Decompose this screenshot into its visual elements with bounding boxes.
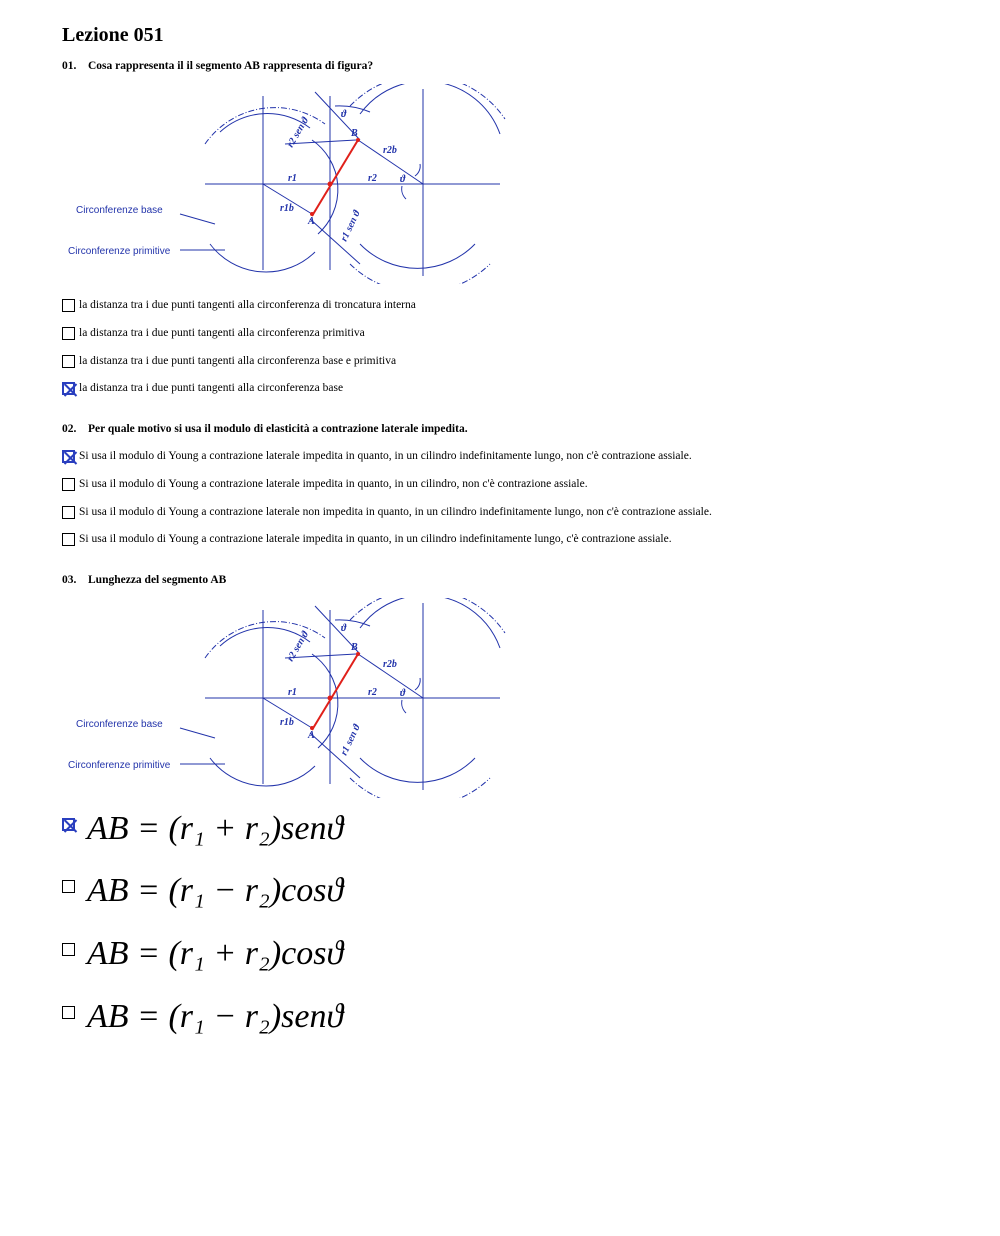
label-r1-sen-theta: r1 sen ϑ: [338, 208, 363, 244]
checkbox[interactable]: [62, 327, 75, 340]
option-text: la distanza tra i due punti tangenti alla circonferenza primitiva: [79, 327, 365, 339]
label-theta-right: ϑ: [400, 688, 406, 699]
question-3-option-1[interactable]: [62, 812, 462, 862]
label-point-b: B: [351, 128, 358, 139]
checkbox[interactable]: [62, 478, 75, 491]
label-circonferenze-base: Circonferenze base: [76, 205, 163, 216]
label-r1b: r1b: [280, 203, 294, 214]
checkbox[interactable]: [62, 880, 75, 893]
question-2-title: [62, 423, 468, 435]
question-2-option-2[interactable]: [62, 476, 588, 492]
checkbox-checked[interactable]: [62, 450, 75, 463]
question-1-option-3[interactable]: [62, 353, 396, 369]
checkbox-checked[interactable]: [62, 382, 75, 395]
label-theta-top: ϑ: [341, 623, 347, 634]
checkbox[interactable]: [62, 506, 75, 519]
question-number: 02.: [62, 423, 77, 435]
label-r1b: r1b: [280, 717, 294, 728]
formula: AB = (r₁ − r₂)cosϑ: [87, 872, 344, 909]
label-r1: r1: [288, 687, 297, 698]
option-text: la distanza tra i due punti tangenti alla circonferenza di troncatura interna: [79, 299, 416, 311]
label-r2b: r2b: [383, 659, 397, 670]
checkbox[interactable]: [62, 533, 75, 546]
gear-geometry-figure-1: [60, 84, 510, 284]
question-3-option-2[interactable]: [62, 874, 462, 924]
checkbox[interactable]: [62, 1006, 75, 1019]
question-3-title: [62, 574, 226, 586]
question-3-option-3[interactable]: [62, 937, 462, 987]
option-text: la distanza tra i due punti tangenti alla circonferenza base: [79, 382, 344, 394]
gear-geometry-figure-2: [60, 598, 510, 798]
label-theta-top: ϑ: [341, 109, 347, 120]
label-r2-sen-theta: r2 sen ϑ: [285, 115, 312, 150]
label-circonferenze-primitive: Circonferenze primitive: [68, 246, 171, 257]
option-text: la distanza tra i due punti tangenti alla circonferenza base e primitiva: [79, 355, 397, 367]
option-text: Si usa il modulo di Young a contrazione laterale impedita in quanto, in un cilindro, non c'è contrazione assiale.: [79, 478, 588, 490]
question-text: Per quale motivo si usa il modulo di elasticità a contrazione laterale impedita.: [88, 423, 468, 435]
label-r2: r2: [368, 173, 377, 184]
question-1-option-1[interactable]: [62, 297, 416, 313]
question-2-option-4[interactable]: [62, 531, 672, 547]
label-r1-sen-theta: r1 sen ϑ: [338, 722, 363, 758]
question-1-option-2[interactable]: [62, 325, 365, 341]
label-circonferenze-base: Circonferenze base: [76, 719, 163, 730]
checkbox[interactable]: [62, 355, 75, 368]
checkbox-checked[interactable]: [62, 818, 75, 831]
question-text: Cosa rappresenta il il segmento AB rappresenta di figura?: [88, 60, 374, 72]
question-2-option-3[interactable]: [62, 504, 712, 520]
question-number: 01.: [62, 60, 77, 72]
label-theta-right: ϑ: [400, 174, 406, 185]
label-r1: r1: [288, 173, 297, 184]
formula: AB = (r₁ + r₂)cosϑ: [87, 935, 344, 972]
option-text: Si usa il modulo di Young a contrazione laterale impedita in quanto, in un cilindro indefinitamente lungo, non c'è contrazione assiale.: [79, 450, 692, 462]
label-r2: r2: [368, 687, 377, 698]
label-point-b: B: [351, 642, 358, 653]
option-text: Si usa il modulo di Young a contrazione laterale impedita in quanto, in un cilindro indefinitamente lungo, c'è contrazione assiale.: [79, 533, 672, 545]
question-text: Lunghezza del segmento AB: [88, 574, 227, 586]
question-number: 03.: [62, 574, 77, 586]
page-title: Lezione 051: [62, 24, 164, 46]
option-text: Si usa il modulo di Young a contrazione laterale non impedita in quanto, in un cilindro indefinitamente lungo, non c'è contrazione assiale.: [79, 506, 712, 518]
question-1-option-4[interactable]: [62, 380, 343, 396]
checkbox[interactable]: [62, 943, 75, 956]
checkbox[interactable]: [62, 299, 75, 312]
label-point-a: A: [308, 730, 315, 741]
label-r2b: r2b: [383, 145, 397, 156]
question-1-title: [62, 60, 373, 72]
label-point-a: A: [308, 216, 315, 227]
formula: AB = (r₁ + r₂)senϑ: [87, 810, 344, 847]
formula: AB = (r₁ − r₂)senϑ: [87, 998, 344, 1035]
question-3-option-4[interactable]: [62, 1000, 462, 1050]
label-r2-sen-theta: r2 sen ϑ: [285, 629, 312, 664]
label-circonferenze-primitive: Circonferenze primitive: [68, 760, 171, 771]
question-2-option-1[interactable]: [62, 448, 692, 464]
